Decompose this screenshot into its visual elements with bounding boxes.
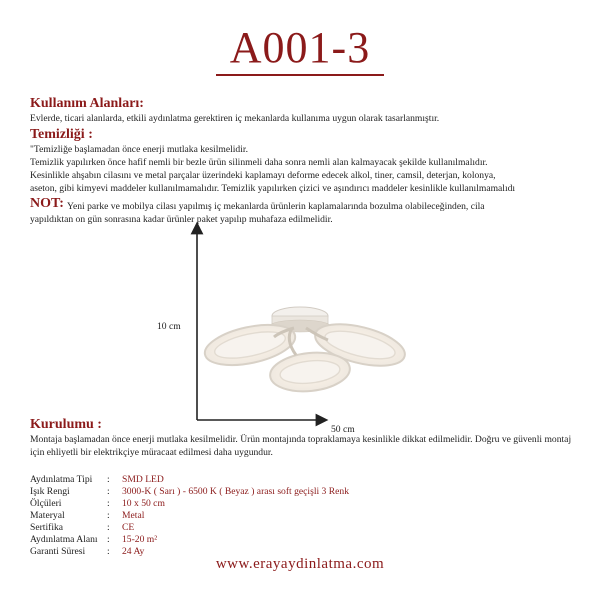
website-link[interactable]: www.erayaydinlatma.com: [215, 556, 385, 572]
note-line-2: yapıldıktan on gün sonrasına kadar ürünler paket yapılıp muhafaza edilmelidir.: [30, 214, 333, 225]
spec-label: Ölçüleri: [30, 498, 62, 509]
cleaning-line-1: "Temizliğe başlamadan önce enerji mutlaka kesilmelidir.: [30, 144, 248, 155]
spec-colon: :: [107, 534, 110, 545]
usage-text: Evlerde, ticari alanlarda, etkili aydınlatma gerektiren iç mekanlarda kullanıma uygun olarak tasarlanmıştır.: [30, 113, 440, 124]
spec-row-material: [30, 510, 450, 522]
spec-colon: :: [107, 510, 110, 521]
spec-row-area: [30, 534, 450, 546]
spec-value: SMD LED: [122, 474, 164, 485]
spec-row-dimensions: [30, 498, 450, 510]
spec-value: Metal: [122, 510, 145, 521]
note-line-1: Yeni parke ve mobilya cilası yapılmış iç mekanlarda ürünlerin kaplamalarında bozulma olabileceğinden, cila: [67, 201, 485, 212]
spec-value: CE: [122, 522, 135, 533]
spec-value: 24 Ay: [122, 546, 145, 557]
spec-label: Materyal: [30, 510, 65, 521]
spec-row-certificate: [30, 522, 450, 534]
cleaning-line-4: aseton, gibi kimyevi maddeler kullanılmamalıdır. Temizlik yapılırken çizici ve aşındırıcı maddeler kesinlikle kullanılmamalıdı: [30, 183, 516, 194]
spec-label: Sertifika: [30, 522, 64, 533]
spec-value: 10 x 50 cm: [122, 498, 165, 509]
cleaning-line-3: Kesinlikle ahşabın cilasını ve metal parçalar üzerindeki kaplamayı deforme edecek alkol, tiner, camsil, deterjan, kolonya,: [30, 170, 496, 181]
spec-label: Garanti Süresi: [30, 546, 86, 557]
width-dimension-label: 50 cm: [331, 424, 355, 435]
spec-value: 15-20 m²: [122, 534, 158, 545]
spec-label: Işık Rengi: [30, 486, 70, 497]
spec-colon: :: [107, 486, 110, 497]
usage-heading: Kullanım Alanları:: [30, 96, 144, 111]
note-heading: NOT:: [30, 196, 64, 211]
installation-heading: Kurulumu :: [30, 417, 102, 432]
chandelier-image: [201, 307, 409, 395]
spec-value: 3000-K ( Sarı ) - 6500 K ( Beyaz ) arası soft geçişli 3 Renk: [122, 486, 349, 497]
spec-label: Aydınlatma Alanı: [30, 534, 98, 545]
spec-colon: :: [107, 546, 110, 557]
spec-colon: :: [107, 474, 110, 485]
spec-colon: :: [107, 498, 110, 509]
spec-label: Aydınlatma Tipi: [30, 474, 93, 485]
spec-row-light-color: [30, 486, 450, 498]
product-code-title: A001-3: [229, 23, 371, 72]
height-dimension-label: 10 cm: [157, 321, 181, 332]
cleaning-heading: Temizliği :: [30, 127, 93, 142]
spec-row-type: [30, 474, 450, 486]
cleaning-line-2: Temizlik yapılırken önce hafif nemli bir bezle ürün silinmeli daha sonra nemli alan kalmayacak şekilde kullanılmalıdır.: [30, 157, 488, 168]
installation-text: Montaja başlamadan önce enerji mutlaka kesilmelidir. Ürün montajında topraklamaya kesinlikle dikkat edilmelidir. Doğru ve güvenli montaj için ehliyetli bir elektrikçiye müracaat edilmesi daha uygundur.: [30, 434, 572, 458]
spec-colon: :: [107, 522, 110, 533]
